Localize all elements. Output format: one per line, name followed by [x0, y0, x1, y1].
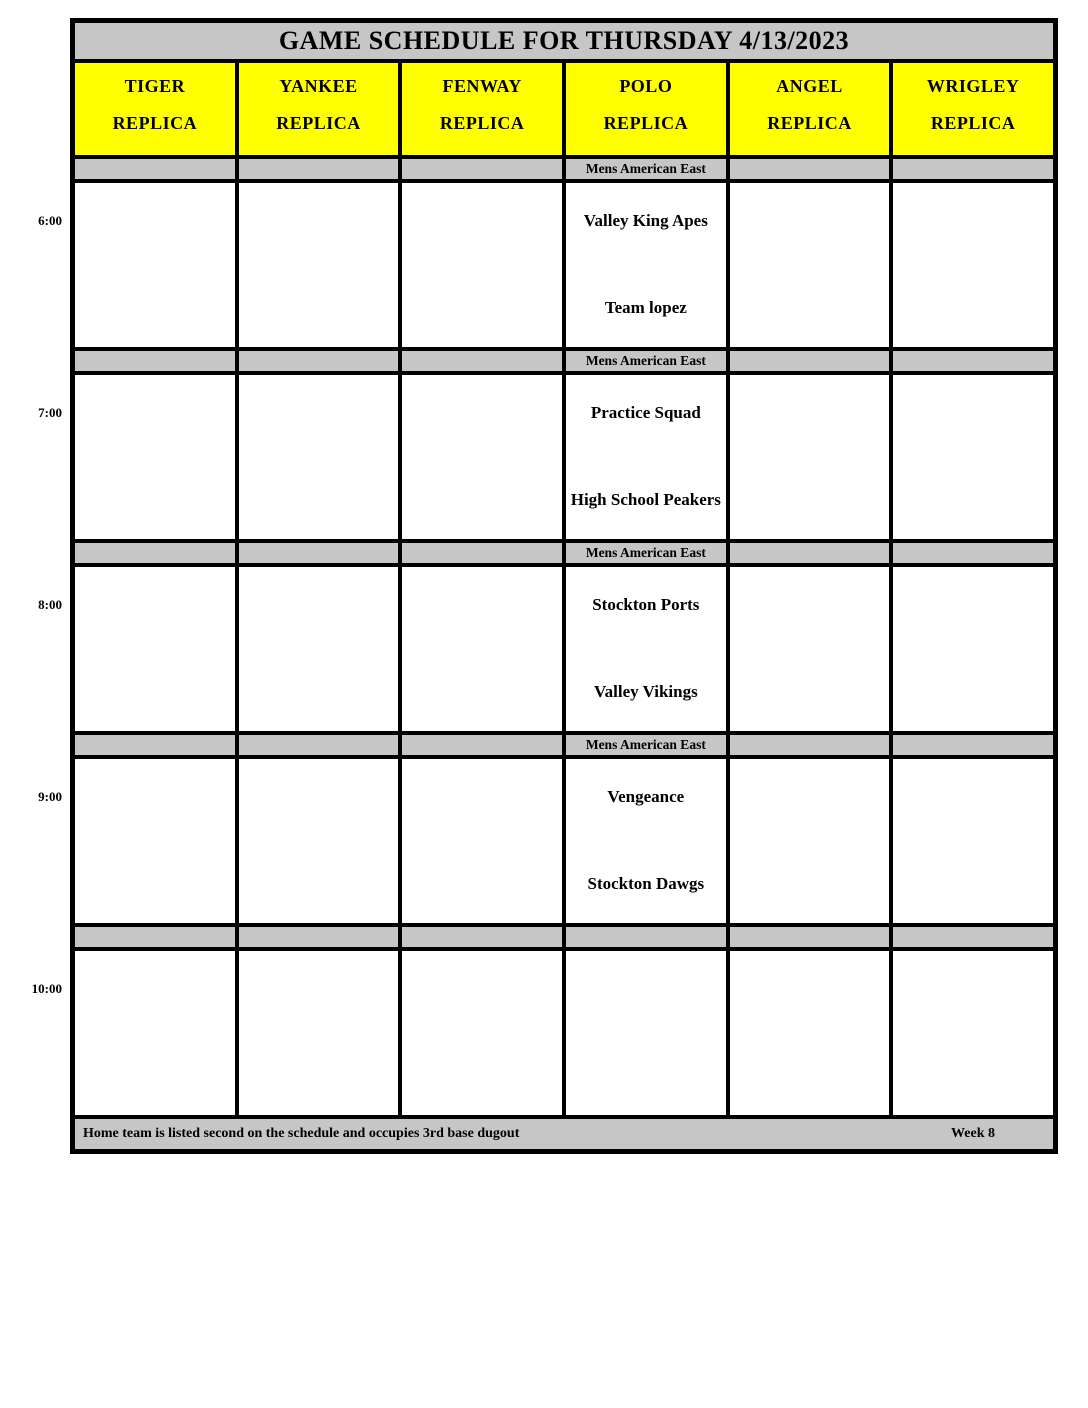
game-row-900 — [75, 759, 1053, 923]
empty-game-cell — [893, 759, 1053, 923]
schedule-title: GAME SCHEDULE FOR THURSDAY 4/13/2023 — [75, 23, 1053, 59]
league-band-cell — [402, 927, 562, 947]
venue-name: TIGER — [124, 76, 186, 96]
venue-header-fenway — [402, 63, 562, 155]
empty-game-cell — [75, 567, 235, 731]
league-band-cell — [893, 351, 1053, 371]
league-band-cell — [75, 159, 235, 179]
venue-header-wrigley — [893, 63, 1053, 155]
home-team: Stockton Dawgs — [587, 874, 705, 893]
venue-name: POLO — [619, 76, 673, 96]
away-team: Vengeance — [607, 787, 685, 806]
time-label: 6:00 — [38, 213, 62, 228]
schedule-table — [70, 18, 1058, 1154]
game-cell — [566, 567, 726, 731]
empty-game-cell — [893, 375, 1053, 539]
footer-row — [75, 1119, 1053, 1149]
empty-game-cell — [402, 759, 562, 923]
week-label: Week 8 — [951, 1126, 995, 1141]
empty-game-cell — [75, 759, 235, 923]
league-band-cell — [75, 927, 235, 947]
empty-game-cell — [566, 951, 726, 1115]
venue-name: YANKEE — [279, 76, 358, 96]
league-band-cell — [75, 351, 235, 371]
time-label: 9:00 — [38, 789, 62, 804]
venue-type: REPLICA — [930, 113, 1016, 133]
league-band-cell — [893, 159, 1053, 179]
title-row — [75, 23, 1053, 59]
empty-game-cell — [402, 567, 562, 731]
empty-game-cell — [239, 375, 399, 539]
empty-game-cell — [893, 183, 1053, 347]
league-band-row — [75, 927, 1053, 947]
empty-game-cell — [239, 183, 399, 347]
game-cell — [566, 375, 726, 539]
empty-game-cell — [730, 375, 890, 539]
league-label: Mens American East — [566, 351, 726, 371]
league-band-row — [75, 159, 1053, 179]
league-band-cell — [730, 927, 890, 947]
game-row-800 — [75, 567, 1053, 731]
game-cell — [566, 183, 726, 347]
away-team: Practice Squad — [590, 403, 701, 422]
league-band-cell — [239, 543, 399, 563]
league-band-row — [75, 735, 1053, 755]
venue-header-tiger — [75, 63, 235, 155]
league-band-cell — [239, 351, 399, 371]
time-label: 7:00 — [38, 405, 62, 420]
league-band-cell — [566, 927, 726, 947]
empty-game-cell — [402, 375, 562, 539]
league-band-cell — [402, 159, 562, 179]
league-label: Mens American East — [566, 735, 726, 755]
league-band-cell — [239, 735, 399, 755]
league-band-cell — [730, 735, 890, 755]
empty-game-cell — [893, 951, 1053, 1115]
away-team: Stockton Ports — [592, 595, 700, 614]
game-row-700 — [75, 375, 1053, 539]
venue-type: REPLICA — [767, 113, 852, 133]
empty-game-cell — [239, 951, 399, 1115]
venue-header-angel — [730, 63, 890, 155]
empty-game-cell — [402, 183, 562, 347]
empty-game-cell — [402, 951, 562, 1115]
game-cell — [566, 759, 726, 923]
league-band-cell — [75, 735, 235, 755]
league-band-cell — [239, 159, 399, 179]
empty-game-cell — [730, 759, 890, 923]
league-band-cell — [730, 159, 890, 179]
venue-header-yankee — [239, 63, 399, 155]
home-team: Valley Vikings — [593, 682, 698, 701]
venue-name: WRIGLEY — [926, 76, 1020, 96]
empty-game-cell — [75, 183, 235, 347]
venue-header-polo — [566, 63, 726, 155]
empty-game-cell — [75, 951, 235, 1115]
league-band-cell — [893, 927, 1053, 947]
venue-type: REPLICA — [112, 113, 198, 133]
time-label: 10:00 — [31, 981, 62, 996]
footer-note: Home team is listed second on the schedule and occupies 3rd base dugout — [83, 1126, 520, 1141]
empty-game-cell — [239, 567, 399, 731]
footer-bar — [75, 1119, 1053, 1149]
venue-type: REPLICA — [603, 113, 689, 133]
league-band-cell — [239, 927, 399, 947]
empty-game-cell — [239, 759, 399, 923]
empty-game-cell — [730, 951, 890, 1115]
venue-type: REPLICA — [276, 113, 361, 133]
league-band-cell — [402, 543, 562, 563]
venue-name: FENWAY — [442, 76, 522, 96]
venue-name: ANGEL — [776, 76, 843, 96]
time-label: 8:00 — [38, 597, 62, 612]
league-label: Mens American East — [566, 159, 726, 179]
league-band-cell — [730, 543, 890, 563]
game-row-600 — [75, 183, 1053, 347]
league-label: Mens American East — [566, 543, 726, 563]
league-band-cell — [75, 543, 235, 563]
empty-game-cell — [730, 567, 890, 731]
away-team: Valley King Apes — [583, 211, 708, 230]
empty-game-cell — [75, 375, 235, 539]
league-band-cell — [402, 735, 562, 755]
home-team: Team lopez — [604, 298, 687, 317]
empty-game-cell — [893, 567, 1053, 731]
league-band-row — [75, 543, 1053, 563]
game-row-1000 — [75, 951, 1053, 1115]
league-band-cell — [893, 735, 1053, 755]
home-team: High School Peakers — [570, 490, 721, 509]
league-band-cell — [893, 543, 1053, 563]
venue-header-row — [75, 63, 1053, 155]
venue-type: REPLICA — [439, 113, 525, 133]
league-band-cell — [402, 351, 562, 371]
empty-game-cell — [730, 183, 890, 347]
league-band-row — [75, 351, 1053, 371]
league-band-cell — [730, 351, 890, 371]
